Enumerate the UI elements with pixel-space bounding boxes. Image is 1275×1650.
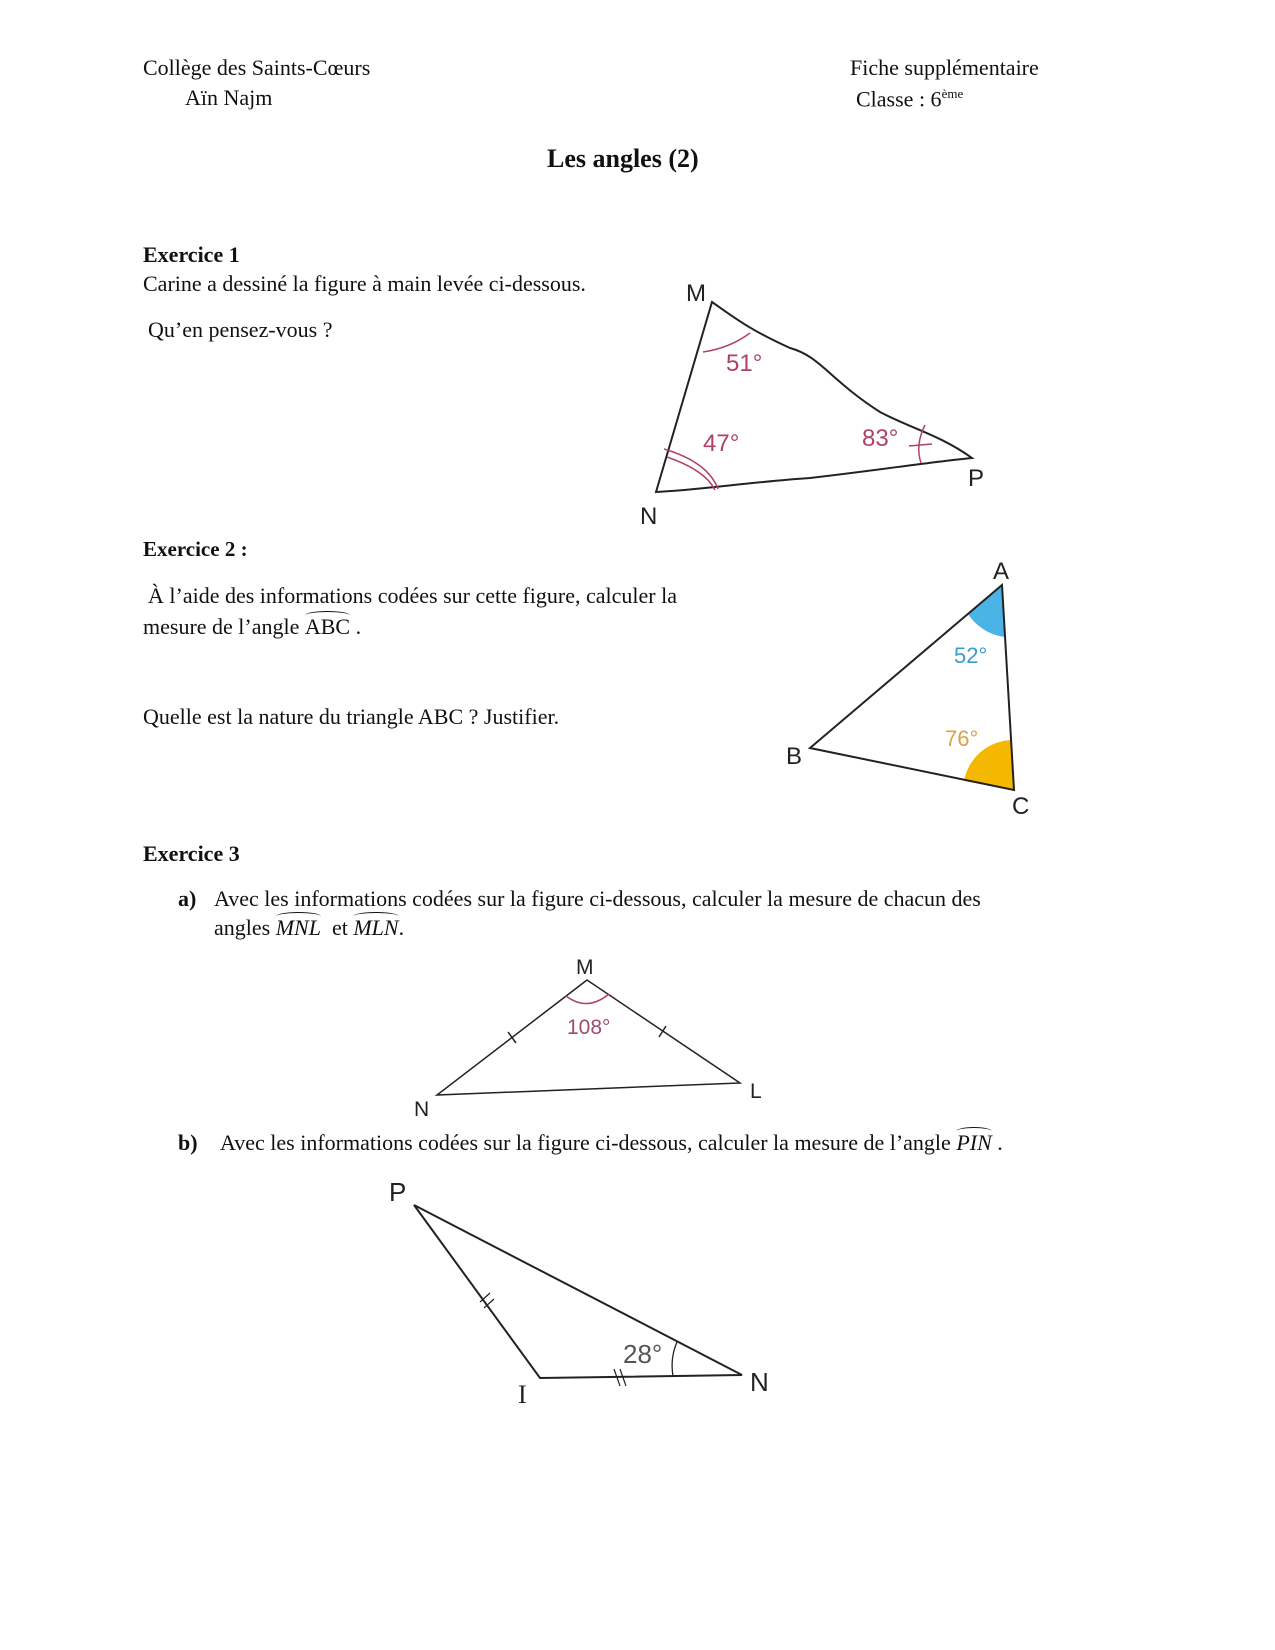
ex2-text-pre: mesure de l’angle xyxy=(143,614,305,639)
vertex-p: P xyxy=(968,465,985,492)
vertex-n: N xyxy=(640,503,658,530)
angle-c-label: 76° xyxy=(945,726,979,751)
ex3b-post: . xyxy=(991,1130,1003,1155)
vertex-b: B xyxy=(786,743,803,770)
vertex-l-3a: L xyxy=(750,1080,762,1103)
school-name: Collège des Saints-Cœurs xyxy=(143,55,371,80)
class-sup: ème xyxy=(941,86,964,101)
vertex-p-3b: P xyxy=(389,1177,407,1207)
ex3b-marker: b) xyxy=(178,1130,198,1155)
figure-ex3b-triangle xyxy=(414,1205,742,1386)
sheet-type: Fiche supplémentaire xyxy=(850,55,1039,80)
ex1-heading: Exercice 1 xyxy=(143,242,240,267)
vertex-n-3b: N xyxy=(750,1367,769,1397)
ex3a-pre: angles xyxy=(214,915,276,940)
school-town: Aïn Najm xyxy=(185,85,273,110)
angle-mnl: MNL xyxy=(275,915,321,940)
vertex-m-3a: M xyxy=(576,956,594,979)
ex2-text-line1: À l’aide des informations codées sur cette figure, calculer la xyxy=(148,583,677,608)
vertex-n-3a: N xyxy=(414,1098,430,1121)
ex2-question: Quelle est la nature du triangle ABC ? Justifier. xyxy=(143,704,560,729)
ex2-text-post: . xyxy=(350,614,362,639)
angle-a-sector xyxy=(968,585,1005,637)
angle-mln: MLN xyxy=(353,915,399,940)
angle-m-3a-label: 108° xyxy=(567,1016,611,1039)
vertex-m: M xyxy=(686,280,706,307)
vertex-c: C xyxy=(1012,793,1030,820)
angle-p-label: 83° xyxy=(862,425,899,452)
angle-n-label: 47° xyxy=(703,430,740,457)
angle-a-label: 52° xyxy=(954,643,988,668)
angle-m-label: 51° xyxy=(726,350,763,377)
figure-ex1-triangle xyxy=(656,302,972,492)
ex3a-mid: et xyxy=(320,915,354,940)
ex3b-pre: Avec les informations codées sur la figure ci-dessous, calculer la mesure de l’angle xyxy=(220,1130,957,1155)
ex3-heading: Exercice 3 xyxy=(143,841,240,866)
page-title: Les angles (2) xyxy=(547,144,699,173)
ex3a-post: . xyxy=(398,915,405,940)
ex1-text: Carine a dessiné la figure à main levée ci-dessous. xyxy=(143,271,586,296)
angle-abc: ABC xyxy=(304,614,351,639)
angle-n-3b-label: 28° xyxy=(623,1339,663,1369)
ex1-question: Qu’en pensez-vous ? xyxy=(148,317,333,342)
ex3a-text-line1: Avec les informations codées sur la figure ci-dessous, calculer la mesure de chacun des xyxy=(214,886,981,911)
ex2-heading: Exercice 2 : xyxy=(143,537,248,561)
vertex-i-3b: I xyxy=(518,1380,527,1409)
angle-pin: PIN xyxy=(956,1130,992,1155)
vertex-a: A xyxy=(993,558,1010,585)
ex3a-marker: a) xyxy=(178,886,197,911)
class-label: Classe : 6 xyxy=(856,86,942,112)
